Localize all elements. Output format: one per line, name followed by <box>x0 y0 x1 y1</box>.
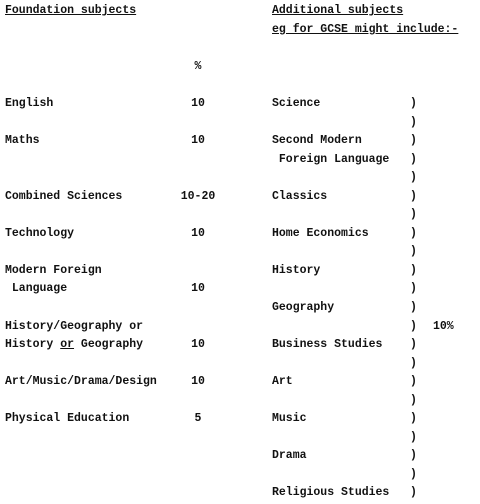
bracket-mark: ) <box>410 245 417 258</box>
foundation-value-art-music: 10 <box>191 375 205 388</box>
additional-subject-music: Music <box>272 412 307 425</box>
hist-geo-part-or: or <box>60 338 75 351</box>
foundation-subjects-header: Foundation subjects <box>5 4 137 17</box>
additional-subject-drama: Drama <box>272 449 307 462</box>
additional-subject-second-modern-line1: Second Modern <box>272 134 362 147</box>
foundation-value-physical-education: 5 <box>194 412 202 425</box>
bracket-mark: ) <box>410 394 417 407</box>
foundation-value-modern-foreign: 10 <box>191 282 205 295</box>
foundation-subject-hist-geo-line2 <box>5 338 143 352</box>
foundation-value-hist-geo: 10 <box>191 338 205 351</box>
hist-geo-part-geography: Geography <box>74 338 144 351</box>
foundation-subject-art-music: Art/Music/Drama/Design <box>5 375 157 388</box>
bracket-mark: ) <box>410 431 417 444</box>
bracket-mark: ) <box>410 134 417 147</box>
foundation-subject-physical-education: Physical Education <box>5 412 130 425</box>
foundation-value-english: 10 <box>191 97 205 110</box>
foundation-subject-technology: Technology <box>5 227 75 240</box>
bracket-mark: ) <box>410 357 417 370</box>
additional-subject-second-modern-line2: Foreign Language <box>272 153 390 166</box>
bracket-mark: ) <box>410 468 417 481</box>
additional-subject-geography: Geography <box>272 301 335 314</box>
additional-subjects-total: 10% <box>433 320 454 333</box>
bracket-mark: ) <box>410 264 417 277</box>
foundation-value-combined-sciences: 10-20 <box>180 190 216 203</box>
bracket-mark: ) <box>410 208 417 221</box>
additional-subject-science: Science <box>272 97 321 110</box>
bracket-mark: ) <box>410 412 417 425</box>
bracket-mark: ) <box>410 190 417 203</box>
bracket-mark: ) <box>410 153 417 166</box>
bracket-mark: ) <box>410 375 417 388</box>
bracket-mark: ) <box>410 171 417 184</box>
foundation-value-technology: 10 <box>191 227 205 240</box>
bracket-mark: ) <box>410 97 417 110</box>
foundation-subject-modern-foreign-line2: Language <box>5 282 68 295</box>
hist-geo-part-history: History <box>5 338 61 351</box>
bracket-mark: ) <box>410 486 417 499</box>
foundation-subject-english: English <box>5 97 54 110</box>
foundation-subject-modern-foreign-line1: Modern Foreign <box>5 264 102 277</box>
percent-column-header: % <box>194 60 202 73</box>
additional-subject-business-studies: Business Studies <box>272 338 383 351</box>
additional-subjects-subheader: eg for GCSE might include:- <box>272 23 459 36</box>
bracket-mark: ) <box>410 320 417 333</box>
additional-subjects-header: Additional subjects <box>272 4 404 17</box>
bracket-mark: ) <box>410 338 417 351</box>
bracket-mark: ) <box>410 227 417 240</box>
additional-subject-classics: Classics <box>272 190 328 203</box>
foundation-subject-maths: Maths <box>5 134 40 147</box>
additional-subject-art: Art <box>272 375 293 388</box>
bracket-mark: ) <box>410 301 417 314</box>
foundation-subject-combined-sciences: Combined Sciences <box>5 190 123 203</box>
foundation-subject-hist-geo-line1: History/Geography or <box>5 320 144 333</box>
additional-subject-history: History <box>272 264 321 277</box>
bracket-mark: ) <box>410 116 417 129</box>
additional-subject-religious-studies: Religious Studies <box>272 486 390 499</box>
bracket-mark: ) <box>410 449 417 462</box>
foundation-value-maths: 10 <box>191 134 205 147</box>
additional-subject-home-economics: Home Economics <box>272 227 369 240</box>
bracket-mark: ) <box>410 282 417 295</box>
